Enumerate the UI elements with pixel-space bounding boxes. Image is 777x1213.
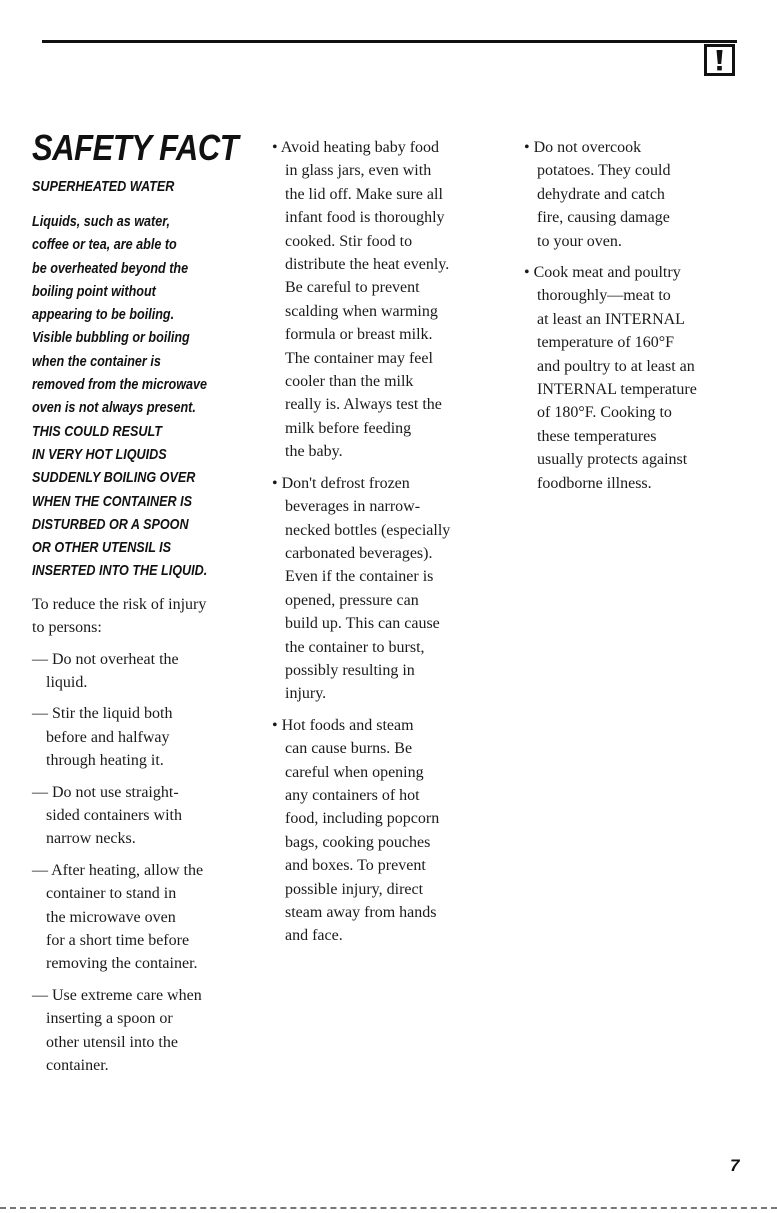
bullet-item (524, 261, 774, 495)
bullet-line: necked bottles (especially (285, 521, 451, 539)
dash-item-line: the microwave oven (46, 908, 176, 926)
bullet-line: temperature of 160°F (537, 334, 675, 352)
header-rule (42, 40, 737, 43)
dash-list-item (32, 984, 268, 1078)
dash-item-line: — Do not overheat the (32, 650, 179, 668)
dash-item-line: — Use extreme care when (32, 986, 202, 1004)
dash-item-line: — Do not use straight- (32, 783, 179, 801)
dash-list-item (32, 781, 268, 851)
warning-text (32, 210, 268, 583)
column-1 (32, 128, 268, 1085)
bullet-line: possible injury, direct (285, 880, 424, 898)
warning-line: be overheated beyond the (32, 259, 189, 277)
warning-line: coffee or tea, are able to (32, 236, 177, 254)
bullet-line: • Do not overcook (524, 139, 642, 156)
intro-line: To reduce the risk of injury (32, 595, 207, 613)
bullet-line: cooler than the milk (285, 373, 414, 391)
bullet-line: formula or breast milk. (285, 326, 433, 344)
bullet-line: dehydrate and catch (537, 185, 665, 203)
warning-line: oven is not always present. (32, 399, 196, 417)
bullet-line: the container to burst, (285, 638, 425, 656)
dash-item-line: sided containers with (46, 807, 182, 824)
bullet-line: possibly resulting in (285, 661, 415, 679)
intro-line: to persons: (32, 619, 102, 637)
warning-line: WHEN THE CONTAINER IS (32, 492, 193, 510)
warning-line: INSERTED INTO THE LIQUID. (32, 562, 208, 580)
bullet-line: food, including popcorn (285, 810, 440, 828)
bullet-line: careful when opening (285, 763, 424, 781)
bullet-line: • Cook meat and poultry (524, 264, 681, 282)
bullet-line: steam away from hands (285, 904, 437, 921)
bullet-line: and boxes. To prevent (285, 857, 426, 875)
bullet-line: opened, pressure can (285, 591, 419, 609)
bullet-line: potatoes. They could (537, 162, 671, 180)
warning-line: SUDDENLY BOILING OVER (32, 469, 196, 487)
bullet-line: at least an INTERNAL (537, 310, 685, 328)
bullet-line: cooked. Stir food to (285, 232, 413, 250)
warning-line: OR OTHER UTENSIL IS (32, 539, 172, 557)
dash-item-line: — After heating, allow the (32, 861, 204, 879)
bullet-line: milk before feeding (285, 419, 412, 437)
bullet-item (272, 472, 512, 706)
intro-paragraph (32, 593, 268, 640)
dash-item-line: container to stand in (46, 885, 177, 903)
dash-item-line: inserting a spoon or (46, 1010, 173, 1028)
warning-line: when the container is (32, 352, 161, 370)
bullet-line: injury. (285, 685, 327, 703)
bullet-line: INTERNAL temperature (537, 381, 697, 399)
bullet-line: the baby. (285, 443, 343, 461)
superheated-water-heading: SUPERHEATED WATER (32, 178, 175, 195)
bullet-line: The container may feel (285, 349, 433, 367)
dash-item-line: container. (46, 1057, 109, 1075)
warning-line: appearing to be boiling. (32, 306, 175, 324)
bullet-line: infant food is thoroughly (285, 209, 445, 227)
dash-item-line: removing the container. (46, 955, 198, 973)
dash-item-line: through heating it. (46, 752, 164, 770)
bullet-line: these temperatures (537, 427, 657, 445)
bullet-line: build up. This can cause (285, 615, 440, 633)
bullet-item (524, 136, 774, 253)
safety-fact-title: SAFETY FACT (32, 127, 239, 168)
dash-item-line: narrow necks. (46, 830, 136, 848)
bullet-line: fire, causing damage (537, 209, 670, 227)
dash-list (32, 648, 268, 1078)
bullet-line: foodborne illness. (537, 474, 652, 492)
bullet-line: • Don't defrost frozen (272, 474, 410, 492)
bullet-line: Be careful to prevent (285, 279, 420, 297)
warning-line: THIS COULD RESULT (32, 422, 162, 440)
bullet-line: in glass jars, even with (285, 162, 432, 180)
dash-list-item (32, 702, 268, 772)
column-3 (524, 136, 774, 503)
dash-list-item (32, 859, 268, 976)
bullet-line: distribute the heat evenly. (285, 256, 450, 274)
dash-item-line: — Stir the liquid both (32, 705, 173, 723)
warning-line: boiling point without (32, 282, 156, 300)
bullet-line: and face. (285, 927, 343, 945)
bullet-line: to your oven. (537, 232, 622, 250)
exclamation-icon (707, 47, 732, 73)
warning-line: Liquids, such as water, (32, 213, 170, 230)
dash-list-item (32, 648, 268, 695)
warning-line: removed from the microwave (32, 376, 208, 394)
page-number: 7 (730, 1156, 740, 1175)
bullet-line: really is. Always test the (285, 396, 442, 414)
bullet-line: any containers of hot (285, 786, 420, 804)
dash-item-line: other utensil into the (46, 1033, 178, 1051)
bullet-line: the lid off. Make sure all (285, 185, 443, 203)
warning-line: Visible bubbling or boiling (32, 329, 190, 347)
bullet-line: scalding when warming (285, 302, 438, 320)
bullet-line: • Avoid heating baby food (272, 139, 440, 156)
bullet-line: Even if the container is (285, 568, 434, 586)
bottom-edge (0, 1207, 777, 1209)
warning-line: IN VERY HOT LIQUIDS (32, 445, 167, 463)
bullet-line: and poultry to at least an (537, 357, 695, 375)
bullet-line: carbonated beverages). (285, 544, 433, 562)
bullet-line: • Hot foods and steam (272, 716, 414, 734)
bullet-line: beverages in narrow- (285, 498, 421, 516)
bullet-line: of 180°F. Cooking to (537, 404, 672, 422)
dash-item-line: for a short time before (46, 932, 190, 950)
dash-item-line: before and halfway (46, 728, 170, 746)
column-2 (272, 136, 512, 956)
bullet-item (272, 714, 512, 948)
warning-box (704, 44, 735, 76)
dash-item-line: liquid. (46, 673, 88, 691)
bullet-line: usually protects against (537, 451, 688, 469)
bullet-item (272, 136, 512, 464)
bullet-line: bags, cooking pouches (285, 833, 431, 851)
bullet-line: thoroughly—meat to (537, 287, 671, 305)
bullet-line: can cause burns. Be (285, 740, 413, 758)
warning-line: DISTURBED OR A SPOON (32, 515, 189, 533)
